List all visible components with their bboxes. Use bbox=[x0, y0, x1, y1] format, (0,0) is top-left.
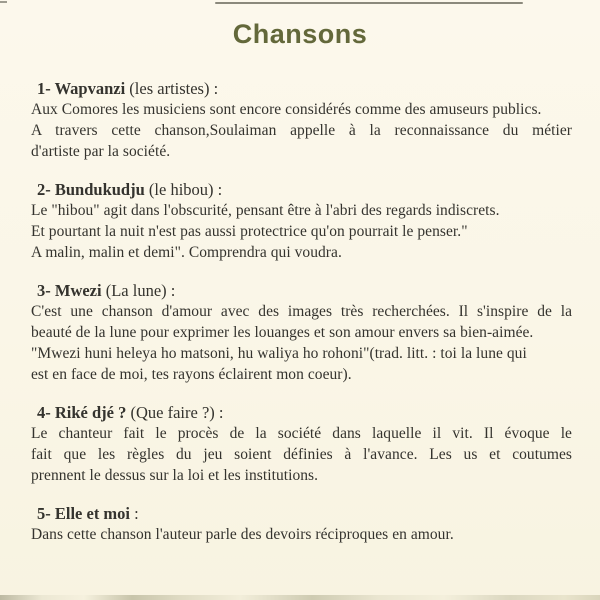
song-description-line: Le chanteur fait le procès de la société dans laquelle il vit. Il évoque le bbox=[31, 425, 572, 442]
scan-artifact-top-line bbox=[215, 2, 523, 4]
song-description-line: Aux Comores les musiciens sont encore considérés comme des amuseurs publics. bbox=[31, 101, 542, 118]
scan-artifact-bottom-strip bbox=[0, 595, 600, 600]
song-list bbox=[31, 78, 572, 562]
song-entry bbox=[31, 179, 572, 263]
song-description-line: A malin, malin et demi". Comprendra qui voudra. bbox=[31, 244, 342, 261]
song-description-line: "Mwezi huni heleya ho matsoni, hu waliya ho rohoni"(trad. litt. : toi la lune qui bbox=[31, 345, 527, 362]
song-entry bbox=[31, 402, 572, 486]
song-heading bbox=[31, 503, 572, 524]
song-subtitle: (le hibou) : bbox=[148, 180, 223, 199]
song-subtitle: (Que faire ?) : bbox=[130, 403, 224, 422]
song-subtitle: : bbox=[134, 504, 139, 523]
song-number-title: 1- Wapvanzi bbox=[37, 79, 126, 98]
song-entry bbox=[31, 503, 572, 545]
song-description-line: A travers cette chanson,Soulaiman appelle à la reconnaissance du métier bbox=[31, 122, 572, 139]
song-description-line: Et pourtant la nuit n'est pas aussi protectrice qu'on pourrait le penser." bbox=[31, 223, 468, 240]
song-heading bbox=[31, 78, 572, 99]
song-subtitle: (les artistes) : bbox=[129, 79, 219, 98]
song-description-line: C'est une chanson d'amour avec des images très recherchées. Il s'inspire de la bbox=[31, 303, 572, 320]
song-entry bbox=[31, 280, 572, 385]
page-title: Chansons bbox=[232, 19, 368, 49]
song-number-title: 3- Mwezi bbox=[37, 281, 102, 300]
song-description-line: prennent le dessus sur la loi et les institutions. bbox=[31, 467, 319, 484]
song-heading bbox=[31, 402, 572, 423]
song-number-title: 5- Elle et moi bbox=[37, 504, 131, 523]
song-description-line: fait que les règles du jeu soient définies à l'avance. Les us et coutumes bbox=[31, 446, 572, 463]
song-description-line: Le "hibou" agit dans l'obscurité, pensant être à l'abri des regards indiscrets. bbox=[31, 202, 500, 219]
song-description-line: est en face de moi, tes rayons éclairent mon coeur). bbox=[31, 366, 352, 383]
song-heading bbox=[31, 280, 572, 301]
song-number-title: 4- Riké djé ? bbox=[37, 403, 127, 422]
song-description-line: beauté de la lune pour exprimer les louanges et son amour envers sa bien-aimée. bbox=[31, 324, 534, 341]
song-heading bbox=[31, 179, 572, 200]
song-entry bbox=[31, 78, 572, 162]
song-description-line: Dans cette chanson l'auteur parle des devoirs réciproques en amour. bbox=[31, 526, 454, 543]
song-number-title: 2- Bundukudju bbox=[37, 180, 145, 199]
song-description-line: d'artiste par la société. bbox=[31, 143, 171, 160]
song-subtitle: (La lune) : bbox=[105, 281, 176, 300]
